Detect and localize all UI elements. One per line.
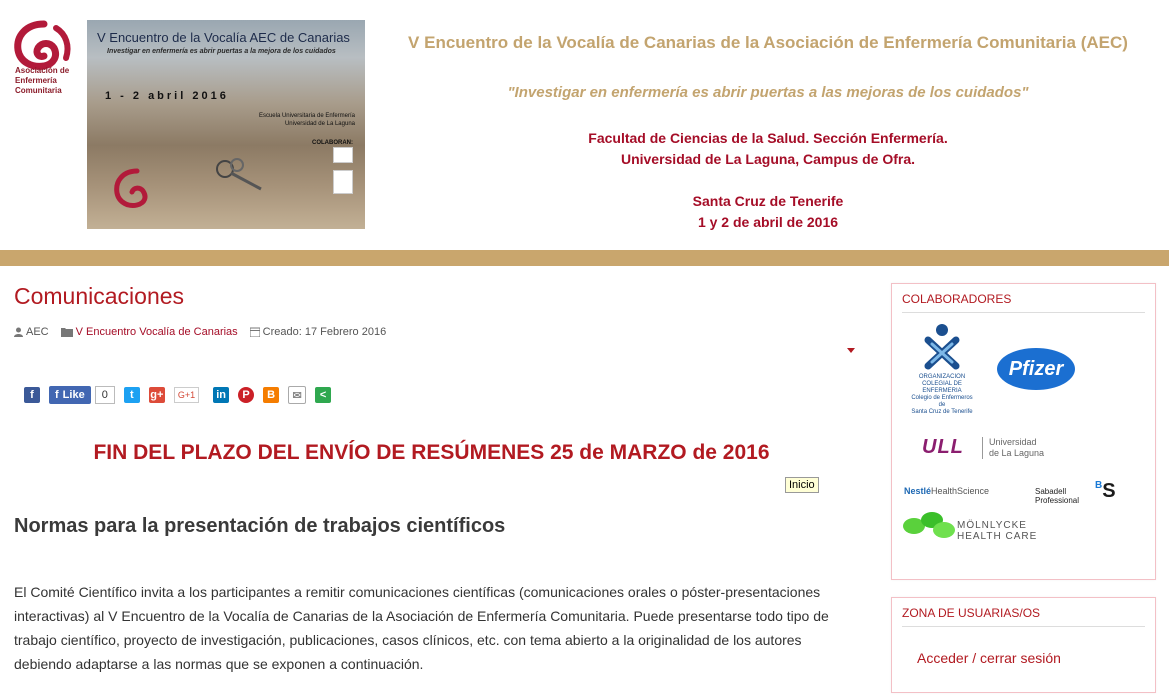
sponsors-heading: COLABORADORES — [902, 292, 1145, 313]
colegio-enfermeria-logo-icon[interactable] — [922, 322, 962, 370]
header-divider — [0, 250, 1169, 266]
folder-icon — [61, 327, 73, 337]
sponsors-panel — [891, 283, 1156, 580]
article-body: El Comité Científico invita a los participantes a remitir comunicaciones científicas (comunicaciones orales o póster-presentaciones interactivas) al V Encuentro de la Vocalía de Canarias de la Asociación de Enfermería Comunitaria. Puede presentarse todo tipo de trabajo científico, proyecto de investigación, publicaciones, casos clínicos, etc. con tema abierto a la originalidad de los autores debiendo adaptarse a las normas que se exponen a continuación. — [14, 584, 829, 672]
molnlycke-logo-text: MÖLNLYCKE HEALTH CARE — [957, 520, 1038, 542]
ull-logo[interactable]: ULL — [922, 436, 964, 458]
meta-created-text: Creado: 17 Febrero 2016 — [262, 326, 387, 338]
molnlycke-logo-icon[interactable] — [902, 510, 958, 540]
banner-title: V Encuentro de la Vocalía AEC de Canarias — [97, 30, 350, 45]
facebook-like-count: 0 — [95, 386, 115, 404]
pinterest-icon[interactable]: P — [238, 387, 254, 403]
home-tooltip: Inicio — [785, 477, 819, 493]
calendar-icon — [250, 327, 260, 337]
meta-category-link[interactable]: V Encuentro Vocalía de Canarias — [75, 326, 238, 338]
linkedin-icon[interactable]: in — [213, 387, 229, 403]
meta-category[interactable] — [61, 326, 238, 338]
banner-ull-logo-icon — [333, 147, 353, 163]
pfizer-logo[interactable]: Pfizer — [997, 348, 1075, 390]
section-heading: Normas para la presentación de trabajos científicos — [14, 515, 506, 537]
share-bar — [24, 386, 340, 404]
meta-author — [14, 326, 49, 338]
site-header — [0, 0, 1169, 250]
banco-sabadell-logo[interactable]: $^B$S — [1095, 480, 1116, 502]
banner-colaboran: COLABORAN: — [312, 140, 353, 146]
deadline-notice: FIN DEL PLAZO DEL ENVÍO DE RESÚMENES 25 de MARZO de 2016 — [93, 441, 770, 464]
page-title: Comunicaciones — [14, 283, 185, 309]
facebook-like-widget[interactable] — [49, 386, 115, 404]
logo-text: Asociación de Enfermería Comunitaria — [15, 66, 70, 95]
date-line: 1 y 2 de abril de 2016 — [697, 214, 839, 230]
venue-line-1: Facultad de Ciencias de la Salud. Sección Enfermería. — [588, 130, 948, 146]
event-title: V Encuentro de la Vocalía de Canarias de la Asociación de Enfermería Comunitaria (AEC) — [408, 33, 1128, 52]
city-line: Santa Cruz de Tenerife — [692, 193, 844, 209]
facebook-icon[interactable]: f — [24, 387, 40, 403]
user-zone-panel — [891, 597, 1156, 693]
share-icon[interactable]: < — [315, 387, 331, 403]
keys-icon — [207, 155, 267, 195]
event-quote: "Investigar en enfermería es abrir puertas a las mejoras de los cuidados" — [507, 84, 1029, 101]
nestle-logo[interactable]: NestléHealthScience — [904, 486, 990, 496]
colegio-enfermeria-text: ORGANIZACION COLEGIAL DE ENFERMERIA Colegio de Enfermeros de Santa Cruz de Tenerife — [911, 374, 973, 415]
email-icon[interactable]: ✉ — [288, 386, 306, 404]
user-zone-heading: ZONA DE USUARIAS/OS — [902, 606, 1145, 627]
login-logout-link[interactable]: Acceder / cerrar sesión — [917, 650, 1061, 666]
meta-author-text: AEC — [26, 326, 49, 338]
venue-line-2: Universidad de La Laguna, Campus de Ofra. — [620, 151, 916, 167]
event-banner[interactable] — [87, 20, 365, 229]
banner-aec-logo-icon — [107, 165, 167, 225]
article-meta — [14, 326, 398, 338]
banner-date: 1 - 2 abril 2016 — [105, 90, 229, 102]
sabadell-logo[interactable]: Sabadell Professional — [1035, 487, 1080, 505]
user-icon — [14, 327, 23, 337]
facebook-like-button[interactable]: f Like — [49, 386, 91, 404]
article-tools-dropdown-icon[interactable] — [847, 348, 855, 353]
meta-created — [250, 326, 387, 338]
blogger-icon[interactable]: B — [263, 387, 279, 403]
twitter-icon[interactable]: t — [124, 387, 140, 403]
banner-school: Escuela Universitaria de Enfermería Universidad de La Laguna — [258, 113, 355, 127]
google-plus-one-button[interactable]: G+1 — [174, 387, 199, 403]
banner-colegio-logo-icon — [333, 170, 353, 194]
banner-subtitle: Investigar en enfermería es abrir puertas a la mejora de los cuidados — [107, 48, 336, 55]
ull-logo-text: Universidad de La Laguna — [982, 437, 1044, 459]
google-plus-icon[interactable]: g+ — [150, 389, 164, 401]
